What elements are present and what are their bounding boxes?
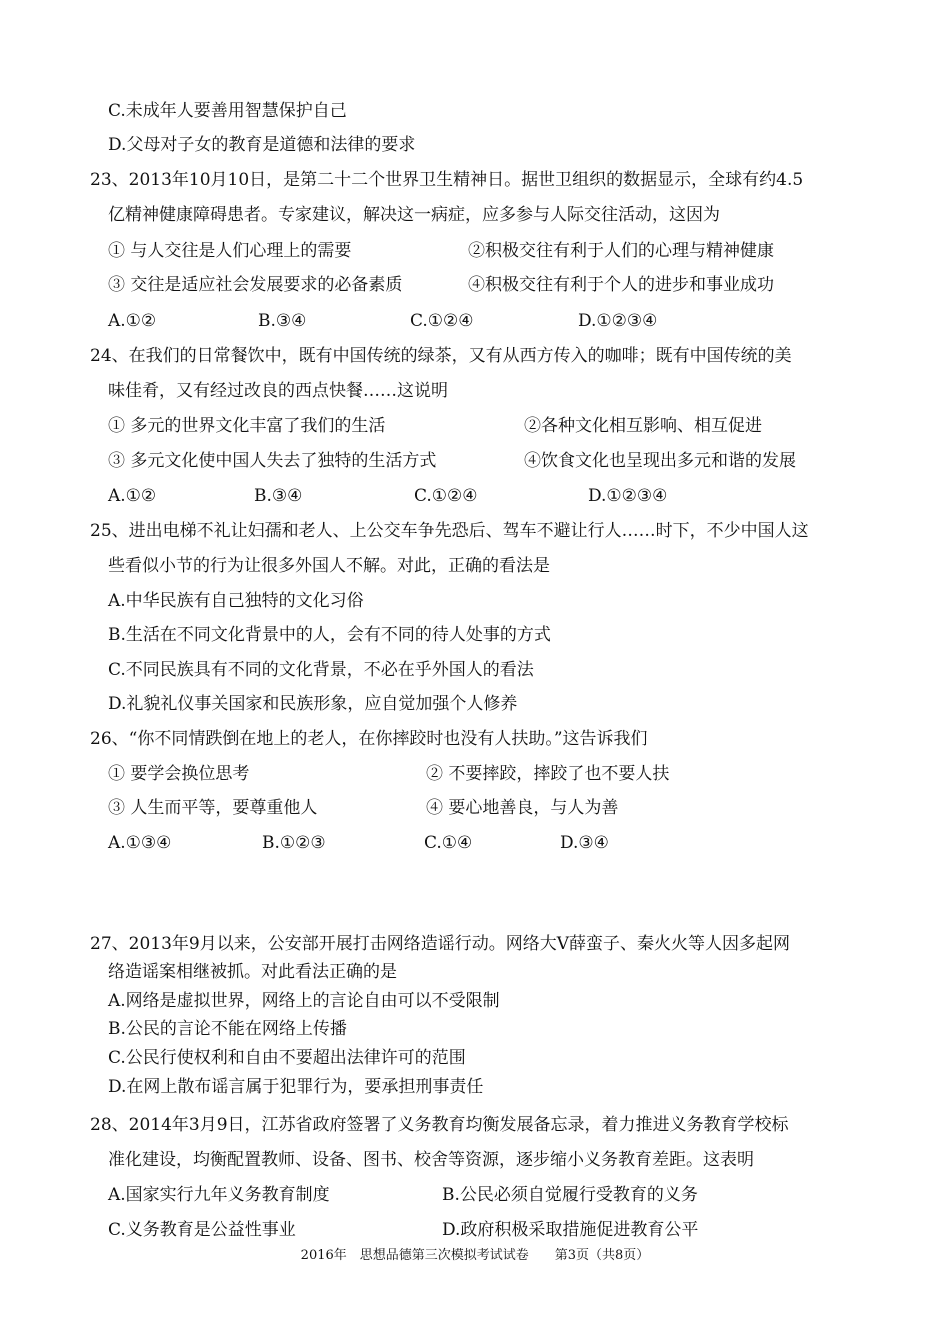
q27-choice-d: D.在网上散布谣言属于犯罪行为，要承担刑事责任 — [108, 1077, 484, 1097]
q22-option-c: C.未成年人要善用智慧保护自己 — [108, 101, 347, 121]
q24-statement-2: ②各种文化相互影响、相互促进 — [524, 416, 762, 436]
q27-choice-c: C.公民行使权利和自由不要超出法律许可的范围 — [108, 1048, 466, 1068]
q24-choice-c: C.①②④ — [414, 486, 478, 506]
q28-stem-line2: 准化建设，均衡配置教师、设备、图书、校舍等资源，逐步缩小义务教育差距。这表明 — [108, 1150, 754, 1170]
q23-stem-line2: 亿精神健康障碍患者。专家建议，解决这一病症，应多参与人际交往活动，这因为 — [108, 205, 720, 225]
q27-stem-line1: 27、2013年9月以来，公安部开展打击网络造谣行动。网络大V薛蛮子、秦火火等人因多起网 — [90, 934, 790, 954]
q23-statement-2: ②积极交往有利于人们的心理与精神健康 — [468, 241, 774, 261]
q27-choice-b: B.公民的言论不能在网络上传播 — [108, 1019, 347, 1039]
q26-statement-4: ④ 要心地善良，与人为善 — [426, 798, 619, 818]
q26-choice-a: A.①③④ — [108, 833, 172, 853]
q28-stem-line1: 28、2014年3月9日，江苏省政府签署了义务教育均衡发展备忘录，着力推进义务教育学校标 — [90, 1115, 789, 1135]
q24-stem-line2: 味佳肴，又有经过改良的西点快餐……这说明 — [108, 381, 448, 401]
q23-stem-line1: 23、2013年10月10日，是第二十二个世界卫生精神日。据世卫组织的数据显示，全球有约4.5 — [90, 170, 804, 190]
q23-choice-b: B.③④ — [258, 311, 307, 331]
q22-option-d: D.父母对子女的教育是道德和法律的要求 — [108, 135, 416, 155]
q24-choice-b: B.③④ — [254, 486, 303, 506]
q25-choice-a: A.中华民族有自己独特的文化习俗 — [108, 591, 364, 611]
q23-statement-4: ④积极交往有利于个人的进步和事业成功 — [468, 275, 774, 295]
q23-statement-3: ③ 交往是适应社会发展要求的必备素质 — [108, 275, 403, 295]
q26-statement-1: ① 要学会换位思考 — [108, 764, 250, 784]
q25-stem-line1: 25、进出电梯不礼让妇孺和老人、上公交车争先恐后、驾车不避让行人……时下，不少中国人这 — [90, 521, 809, 541]
q23-choice-a: A.①② — [108, 311, 157, 331]
q26-statement-2: ② 不要摔跤，摔跤了也不要人扶 — [426, 764, 670, 784]
q23-statement-1: ① 与人交往是人们心理上的需要 — [108, 241, 352, 261]
q26-choice-d: D.③④ — [560, 833, 609, 853]
q24-statement-3: ③ 多元文化使中国人失去了独特的生活方式 — [108, 451, 437, 471]
q23-choice-d: D.①②③④ — [578, 311, 658, 331]
q25-choice-b: B.生活在不同文化背景中的人，会有不同的待人处事的方式 — [108, 625, 551, 645]
q27-stem-line2: 络造谣案相继被抓。对此看法正确的是 — [108, 962, 397, 982]
q28-choice-d: D.政府积极采取措施促进教育公平 — [442, 1220, 699, 1240]
q26-stem-line1: 26、“你不同情跌倒在地上的老人，在你摔跤时也没有人扶助。”这告诉我们 — [90, 729, 648, 749]
q24-choice-a: A.①② — [108, 486, 157, 506]
q24-choice-d: D.①②③④ — [588, 486, 668, 506]
q25-choice-c: C.不同民族具有不同的文化背景，不必在乎外国人的看法 — [108, 660, 534, 680]
q24-stem-line1: 24、在我们的日常餐饮中，既有中国传统的绿茶，又有从西方传入的咖啡；既有中国传统的美 — [90, 346, 792, 366]
q28-choice-b: B.公民必须自觉履行受教育的义务 — [442, 1185, 698, 1205]
q28-choice-c: C.义务教育是公益性事业 — [108, 1220, 296, 1240]
q26-statement-3: ③ 人生而平等，要尊重他人 — [108, 798, 318, 818]
page-footer: 2016年 思想品德第三次模拟考试试卷 第3页（共8页） — [300, 1248, 650, 1263]
q23-choice-c: C.①②④ — [410, 311, 474, 331]
q24-statement-1: ① 多元的世界文化丰富了我们的生活 — [108, 416, 386, 436]
q28-choice-a: A.国家实行九年义务教育制度 — [108, 1185, 330, 1205]
q26-choice-c: C.①④ — [424, 833, 473, 853]
q26-choice-b: B.①②③ — [262, 833, 326, 853]
q27-choice-a: A.网络是虚拟世界，网络上的言论自由可以不受限制 — [108, 991, 500, 1011]
q25-stem-line2: 些看似小节的行为让很多外国人不解。对此，正确的看法是 — [108, 556, 550, 576]
q24-statement-4: ④饮食文化也呈现出多元和谐的发展 — [524, 451, 796, 471]
q25-choice-d: D.礼貌礼仪事关国家和民族形象，应自觉加强个人修养 — [108, 694, 518, 714]
